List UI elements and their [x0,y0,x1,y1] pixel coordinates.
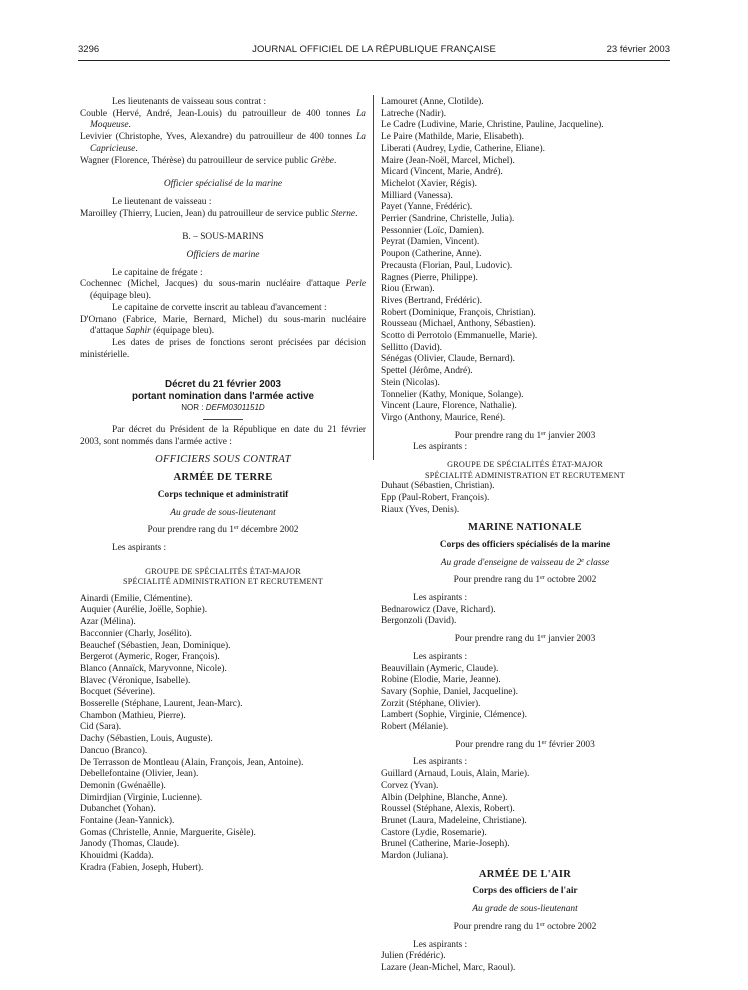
groupe-heading-2: SPÉCIALITÉ ADMINISTRATION ET RECRUTEMENT [424,470,626,480]
list-item: Brunet (Laura, Madeleine, Christiane). [381,815,527,826]
list-item: Khouidmi (Kadda). [80,851,154,862]
list-item: Dimirdjian (Virginie, Lucienne). [80,792,203,803]
list-item: Julien (Frédéric). [381,951,446,962]
list-item: Lazare (Jean-Michel, Marc, Raoul). [381,963,516,973]
list-item: Bergerot (Aymeric, Roger, François). [80,652,220,663]
list-item: Peyrat (Damien, Vincent). [381,237,480,248]
nor-reference: NOR : DEFM0301151D [181,403,265,413]
corps-air-heading: Corps des officiers de l'air [472,886,578,897]
list-item: De Terrasson de Montleau (Alain, François, Jean, Antoine). [80,757,304,768]
rang-jan2-line: Pour prendre rang du 1er janvier 2003 [454,634,596,645]
rang-oct2-line: Pour prendre rang du 1er octobre 2002 [453,921,597,932]
marine-nationale-heading: MARINE NATIONALE [468,522,582,534]
decree-text: Par décret du Président de la République en date du 21 février 2003, sont nommés dans l'armée active : [80,425,366,447]
aspirants-intro: Les aspirants : [413,593,468,604]
armee-air-heading: ARMÉE DE L'AIR [478,868,572,880]
entry-levivier: Levivier (Christophe, Yves, Alexandre) du patrouilleur de 400 tonnes La Capricieuse. [80,132,366,154]
list-item: Michelot (Xavier, Régis). [381,178,477,189]
list-item: Bednarowicz (Dave, Richard). [381,604,496,615]
entry-dornano: D'Ornano (Fabrice, Marie, Bernard, Michel) du sous-marin nucléaire d'attaque Saphir (équipage bleu). [80,314,366,337]
list-item: Lamouret (Anne, Clotilde). [381,97,484,107]
page-header [78,44,670,58]
rang-line: Pour prendre rang du 1er décembre 2002 [147,525,299,536]
dates-note: Les dates de prises de fonctions seront précisées par décision ministérielle. [80,337,366,360]
list-item: Pessonnier (Loïc, Damien). [381,225,485,236]
list-item: Fontaine (Jean-Yannick). [80,816,175,827]
list-item: Roussel (Stéphane, Alexis, Robert). [381,804,515,815]
aspirants-intro: Les aspirants : [112,542,167,553]
aspirants-intro: Les aspirants : [413,939,468,950]
list-item: Dancuo (Branco). [80,745,148,756]
list-item: Gomas (Christelle, Annie, Marguerite, Gisèle). [80,827,256,838]
decree-title-line2: portant nomination dans l'armée active [132,390,314,402]
list-item: Azar (Mélina). [80,617,136,628]
corvette-intro: Le capitaine de corvette inscrit au tableau d'avancement : [112,302,327,313]
list-item: Payet (Yanne, Frédéric). [381,202,473,213]
entry-maroilley: Maroilley (Thierry, Lucien, Jean) du patrouilleur de service public Sterne. [80,208,358,219]
issue-date: 23 février 2003 [606,44,670,55]
list-item: Guillard (Arnaud, Louis, Alain, Marie). [381,769,530,780]
right-column [381,97,669,975]
capitaine-fregate-intro: Le capitaine de frégate : [112,267,203,278]
list-item: Blavec (Véronique, Isabelle). [80,675,191,686]
names-list-right-2 [381,481,669,516]
list-item: Perrier (Sandrine, Christelle, Julia). [381,214,515,225]
list-item: Sénégas (Olivier, Claude, Bernard). [381,354,515,365]
column-divider [373,95,374,460]
intro-contract: Les lieutenants de vaisseau sous contrat : [112,97,267,107]
officers-marine-heading: Officiers de marine [186,250,260,261]
list-item: Spettel (Jérôme, André). [381,366,473,377]
names-list-right-3 [381,605,669,628]
list-item: Scotto di Perrotolo (Emmanuelle, Marie). [381,331,538,342]
list-item: Milliard (Vanessa). [381,190,453,201]
list-item: Stein (Nicolas). [381,377,440,388]
section-b-heading: B. – SOUS-MARINS [182,232,264,243]
list-item: Janody (Thomas, Claude). [80,839,179,850]
rang-oct-line: Pour prendre rang du 1er octobre 2002 [453,575,597,586]
spec-officer-heading: Officier spécialisé de la marine [163,179,283,190]
list-item: Maire (Jean-Noël, Marcel, Michel). [381,155,515,166]
list-item: Poupon (Catherine, Anne). [381,249,482,260]
list-item: Beauchef (Sébastien, Jean, Dominique). [80,640,231,651]
list-item: Rousseau (Michael, Anthony, Sébastien). [381,319,536,330]
entry-couble: Couble (Hervé, André, Jean-Louis) du patrouilleur de 400 tonnes La Moqueuse. [80,108,366,131]
list-item: Robine (Elodie, Marie, Jeanne). [381,675,501,686]
list-item: Riou (Erwan). [381,284,435,295]
decree-title-line1: Décret du 21 février 2003 [165,379,281,391]
list-item: Virgo (Anthony, Maurice, René). [381,412,506,423]
list-item: Castore (Lydie, Rosemarie). [381,827,487,838]
list-item: Epp (Paul-Robert, François). [381,492,490,503]
list-item: Dachy (Sébastien, Louis, Auguste). [80,734,213,745]
list-item: Chambon (Mathieu, Pierre). [80,710,186,721]
page-number: 3296 [78,44,100,55]
decree-rule [203,419,243,420]
list-item: Liberati (Audrey, Lydie, Catherine, Eliane). [381,143,545,154]
names-list-right-5 [381,769,669,863]
list-item: Albin (Delphine, Blanche, Anne). [381,792,508,803]
header-rule [78,60,670,61]
list-item: Tonnelier (Kathy, Monique, Solange). [381,389,524,400]
lt-vaisseau-intro: Le lieutenant de vaisseau : [112,196,212,207]
list-item: Auquier (Aurélie, Joëlle, Sophie). [80,605,208,616]
list-item: Lambert (Sophie, Virginie, Clémence). [381,710,527,721]
list-item: Robert (Dominique, François, Christian). [381,307,536,318]
list-item: Demonin (Gwénaëlle). [80,780,166,791]
list-item: Rives (Bertrand, Frédéric). [381,295,483,306]
armee-terre-heading: ARMÉE DE TERRE [173,472,273,484]
rang-jan-line: Pour prendre rang du 1er janvier 2003 [454,430,596,441]
list-item: Dubanchet (Yohan). [80,804,156,815]
list-item: Le Cadre (Ludivine, Marie, Christine, Pauline, Jacqueline). [381,120,604,131]
list-item: Le Paire (Mathilde, Marie, Elisabeth). [381,132,524,143]
list-item: Savary (Sophie, Daniel, Jacqueline). [381,686,518,697]
list-item: Zorzit (Stéphane, Olivier). [381,698,481,709]
list-item: Vincent (Laure, Florence, Nathalie). [381,401,517,412]
groupe-heading-2: SPÉCIALITÉ ADMINISTRATION ET RECRUTEMENT [122,577,324,587]
names-list-right-1 [381,97,669,425]
list-item: Bacconnier (Charly, Josélito). [80,628,192,639]
list-item: Ainardi (Emilie, Clémentine). [80,593,193,604]
entry-wagner: Wagner (Florence, Thérèse) du patrouilleur de service public Grèbe. [80,155,337,166]
list-item: Bosserelle (Stéphane, Laurent, Jean-Marc). [80,699,243,710]
list-item: Mardon (Juliana). [381,851,449,862]
list-item: Riaux (Yves, Denis). [381,504,460,515]
list-item: Bocquet (Séverine). [80,687,155,698]
names-list-right-6 [381,951,669,974]
entry-cochennec: Cochennec (Michel, Jacques) du sous-marin nucléaire d'attaque Perle (équipage bleu). [80,279,366,302]
list-item: Debellefontaine (Olivier, Jean). [80,769,199,780]
grade-sous-lt-air-heading: Au grade de sous-lieutenant [472,904,578,915]
list-item: Latreche (Nadir). [381,108,447,119]
list-item: Duhaut (Sébastien, Christian). [381,481,495,492]
list-item: Brunel (Catherine, Marie-Joseph). [381,839,510,850]
aspirants-intro: Les aspirants : [413,757,468,768]
aspirants-intro: Les aspirants : [413,651,468,662]
list-item: Sellitto (David). [381,342,442,353]
groupe-heading-1: GROUPE DE SPÉCIALITÉS ÉTAT-MAJOR [145,566,301,576]
corps-tech-heading: Corps technique et administratif [157,489,289,500]
officiers-contrat-heading: OFFICIERS SOUS CONTRAT [155,454,291,466]
list-item: Kradra (Fabien, Joseph, Hubert). [80,862,204,873]
grade-heading: Au grade de sous-lieutenant [170,507,276,518]
list-item: Robert (Mélanie). [381,722,449,733]
list-item: Corvez (Yvan). [381,780,439,791]
grade-enseigne-heading: Au grade d'enseigne de vaisseau de 2e classe [440,557,610,568]
rang-feb-line: Pour prendre rang du 1er février 2003 [455,739,595,750]
list-item: Precausta (Florian, Paul, Ludovic). [381,260,513,271]
left-column [80,97,366,875]
list-item: Beauvillain (Aymeric, Claude). [381,663,499,674]
names-list-left [80,594,366,875]
list-item: Ragnes (Pierre, Philippe). [381,272,478,283]
list-item: Bergonzoli (David). [381,616,457,627]
list-item: Micard (Vincent, Marie, André). [381,167,503,178]
list-item: Cid (Sara). [80,722,122,733]
list-item: Blanco (Annaïck, Maryvonne, Nicole). [80,663,227,674]
groupe-heading-1: GROUPE DE SPÉCIALITÉS ÉTAT-MAJOR [447,460,603,470]
names-list-right-4 [381,664,669,734]
corps-spec-heading: Corps des officiers spécialisés de la marine [439,539,611,550]
aspirants-intro: Les aspirants : [413,442,468,453]
journal-title: JOURNAL OFFICIEL DE LA RÉPUBLIQUE FRANÇAISE [252,44,496,55]
